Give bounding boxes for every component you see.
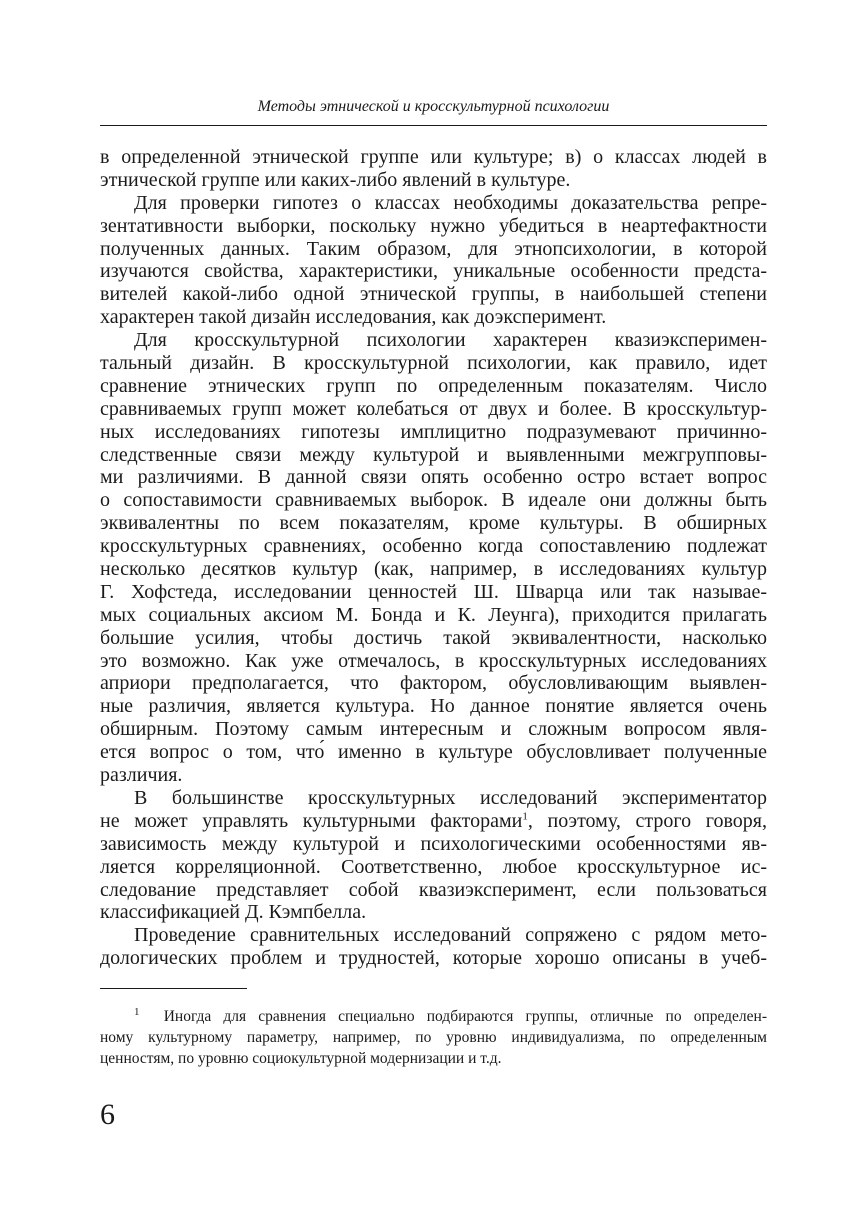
text-line: ми различиями. В данной связи опять особенно остро встает вопрос — [100, 466, 767, 489]
text-line: обширным. Поэтому самым интересным и сложным вопросом явля- — [100, 718, 767, 741]
footnote-rule — [100, 988, 247, 989]
text-line: большие усилия, чтобы достичь такой эквивалентности, насколько — [100, 626, 767, 649]
header-rule — [100, 125, 767, 126]
text-line: ляется корреляционной. Соответственно, любое кросскультурное ис- — [100, 855, 767, 878]
text-line: следование представляет собой квазиэксперимент, если пользоваться — [100, 878, 767, 901]
text-line: кросскультурных сравнениях, особенно когда сопоставлению подлежат — [100, 535, 767, 558]
footnote-line — [100, 1006, 767, 1027]
text-line: эквивалентны по всем показателям, кроме культуры. В обширных — [100, 512, 767, 535]
footnote-line: ному культурному параметру, например, по уровню индивидуализма, по определенным — [100, 1029, 767, 1046]
text-line: зентативности выборки, поскольку нужно убедиться в неартефактности — [100, 214, 767, 237]
text-line: этнической группе или каких-либо явлений в культуре. — [100, 168, 571, 191]
text-line: в определенной этнической группе или культуре; в) о классах людей в — [100, 146, 767, 168]
text-line: сравнение этнических групп по определенным показателям. Число — [100, 374, 767, 397]
page-number: 6 — [100, 1098, 115, 1131]
text-line: ные различия, является культура. Но данное понятие является очень — [100, 695, 767, 718]
text-line: дологических проблем и трудностей, которые хорошо описаны в учеб- — [100, 947, 767, 970]
text-line: Проведение сравнительных исследований сопряжено с рядом мето- — [134, 924, 767, 947]
text-line: полученных данных. Таким образом, для этнопсихологии, в которой — [100, 237, 767, 260]
text-line: следственные связи между культурой и выявленными межгрупповы- — [100, 443, 767, 466]
text-line: сравниваемых групп может колебаться от двух и более. В кросскультур- — [100, 397, 767, 420]
text-line: Для проверки гипотез о классах необходимы доказательства репре- — [134, 191, 767, 214]
text-line: зависимость между культурой и психологическими особенностями яв- — [100, 832, 767, 855]
text-line: ных исследованиях гипотезы имплицитно подразумевают причинно- — [100, 420, 767, 443]
footnote-ref[interactable]: 1 — [522, 810, 528, 823]
text-line: классификацией Д. Кэмпбелла. — [100, 901, 367, 924]
footnote-line: ценностям, по уровню социокультурной модернизации и т.д. — [100, 1050, 502, 1067]
footnote-marker: 1 — [134, 1005, 140, 1018]
text-segment: не может управлять культурными факторами — [100, 809, 523, 832]
footnote — [100, 1006, 767, 1069]
text-line: несколько десятков культур (как, например, в исследованиях культур — [100, 558, 767, 581]
text-line: изучаются свойства, характеристики, уникальные особенности предста- — [100, 260, 767, 283]
text-line: тальный дизайн. В кросскультурной психологии, как правило, идет — [100, 352, 767, 375]
text-line: характерен такой дизайн исследования, как доэксперимент. — [100, 306, 607, 329]
text-segment: , поэтому, строго говоря, — [527, 809, 767, 832]
text-line: о сопоставимости сравниваемых выборок. В идеале они должны быть — [100, 489, 767, 512]
footnote-text: Иногда для сравнения специально подбираются группы, отличные по определен- — [163, 1008, 768, 1025]
text-line-with-footnote — [100, 810, 767, 833]
text-line: различия. — [100, 764, 183, 787]
text-line: Г. Хофстеда, исследовании ценностей Ш. Шварца или так называе- — [100, 580, 767, 603]
text-line: ется вопрос о том, что́ именно в культуре обусловливает полученные — [100, 741, 767, 764]
text-line: мых социальных аксиом М. Бонда и К. Леунга), приходится прилагать — [100, 603, 767, 626]
body-text — [100, 146, 767, 970]
running-head: Методы этнической и кросскультурной психологии — [257, 98, 610, 115]
text-line: вителей какой-либо одной этнической группы, в наибольшей степени — [100, 283, 767, 306]
text-line: это возможно. Как уже отмечалось, в кросскультурных исследованиях — [100, 649, 767, 672]
text-line: В большинстве кросскультурных исследований экспериментатор — [134, 786, 767, 809]
text-line: априори предполагается, что фактором, обусловливающим выявлен- — [100, 672, 767, 695]
text-line: Для кросскультурной психологии характерен квазиэксперимен- — [134, 329, 767, 352]
